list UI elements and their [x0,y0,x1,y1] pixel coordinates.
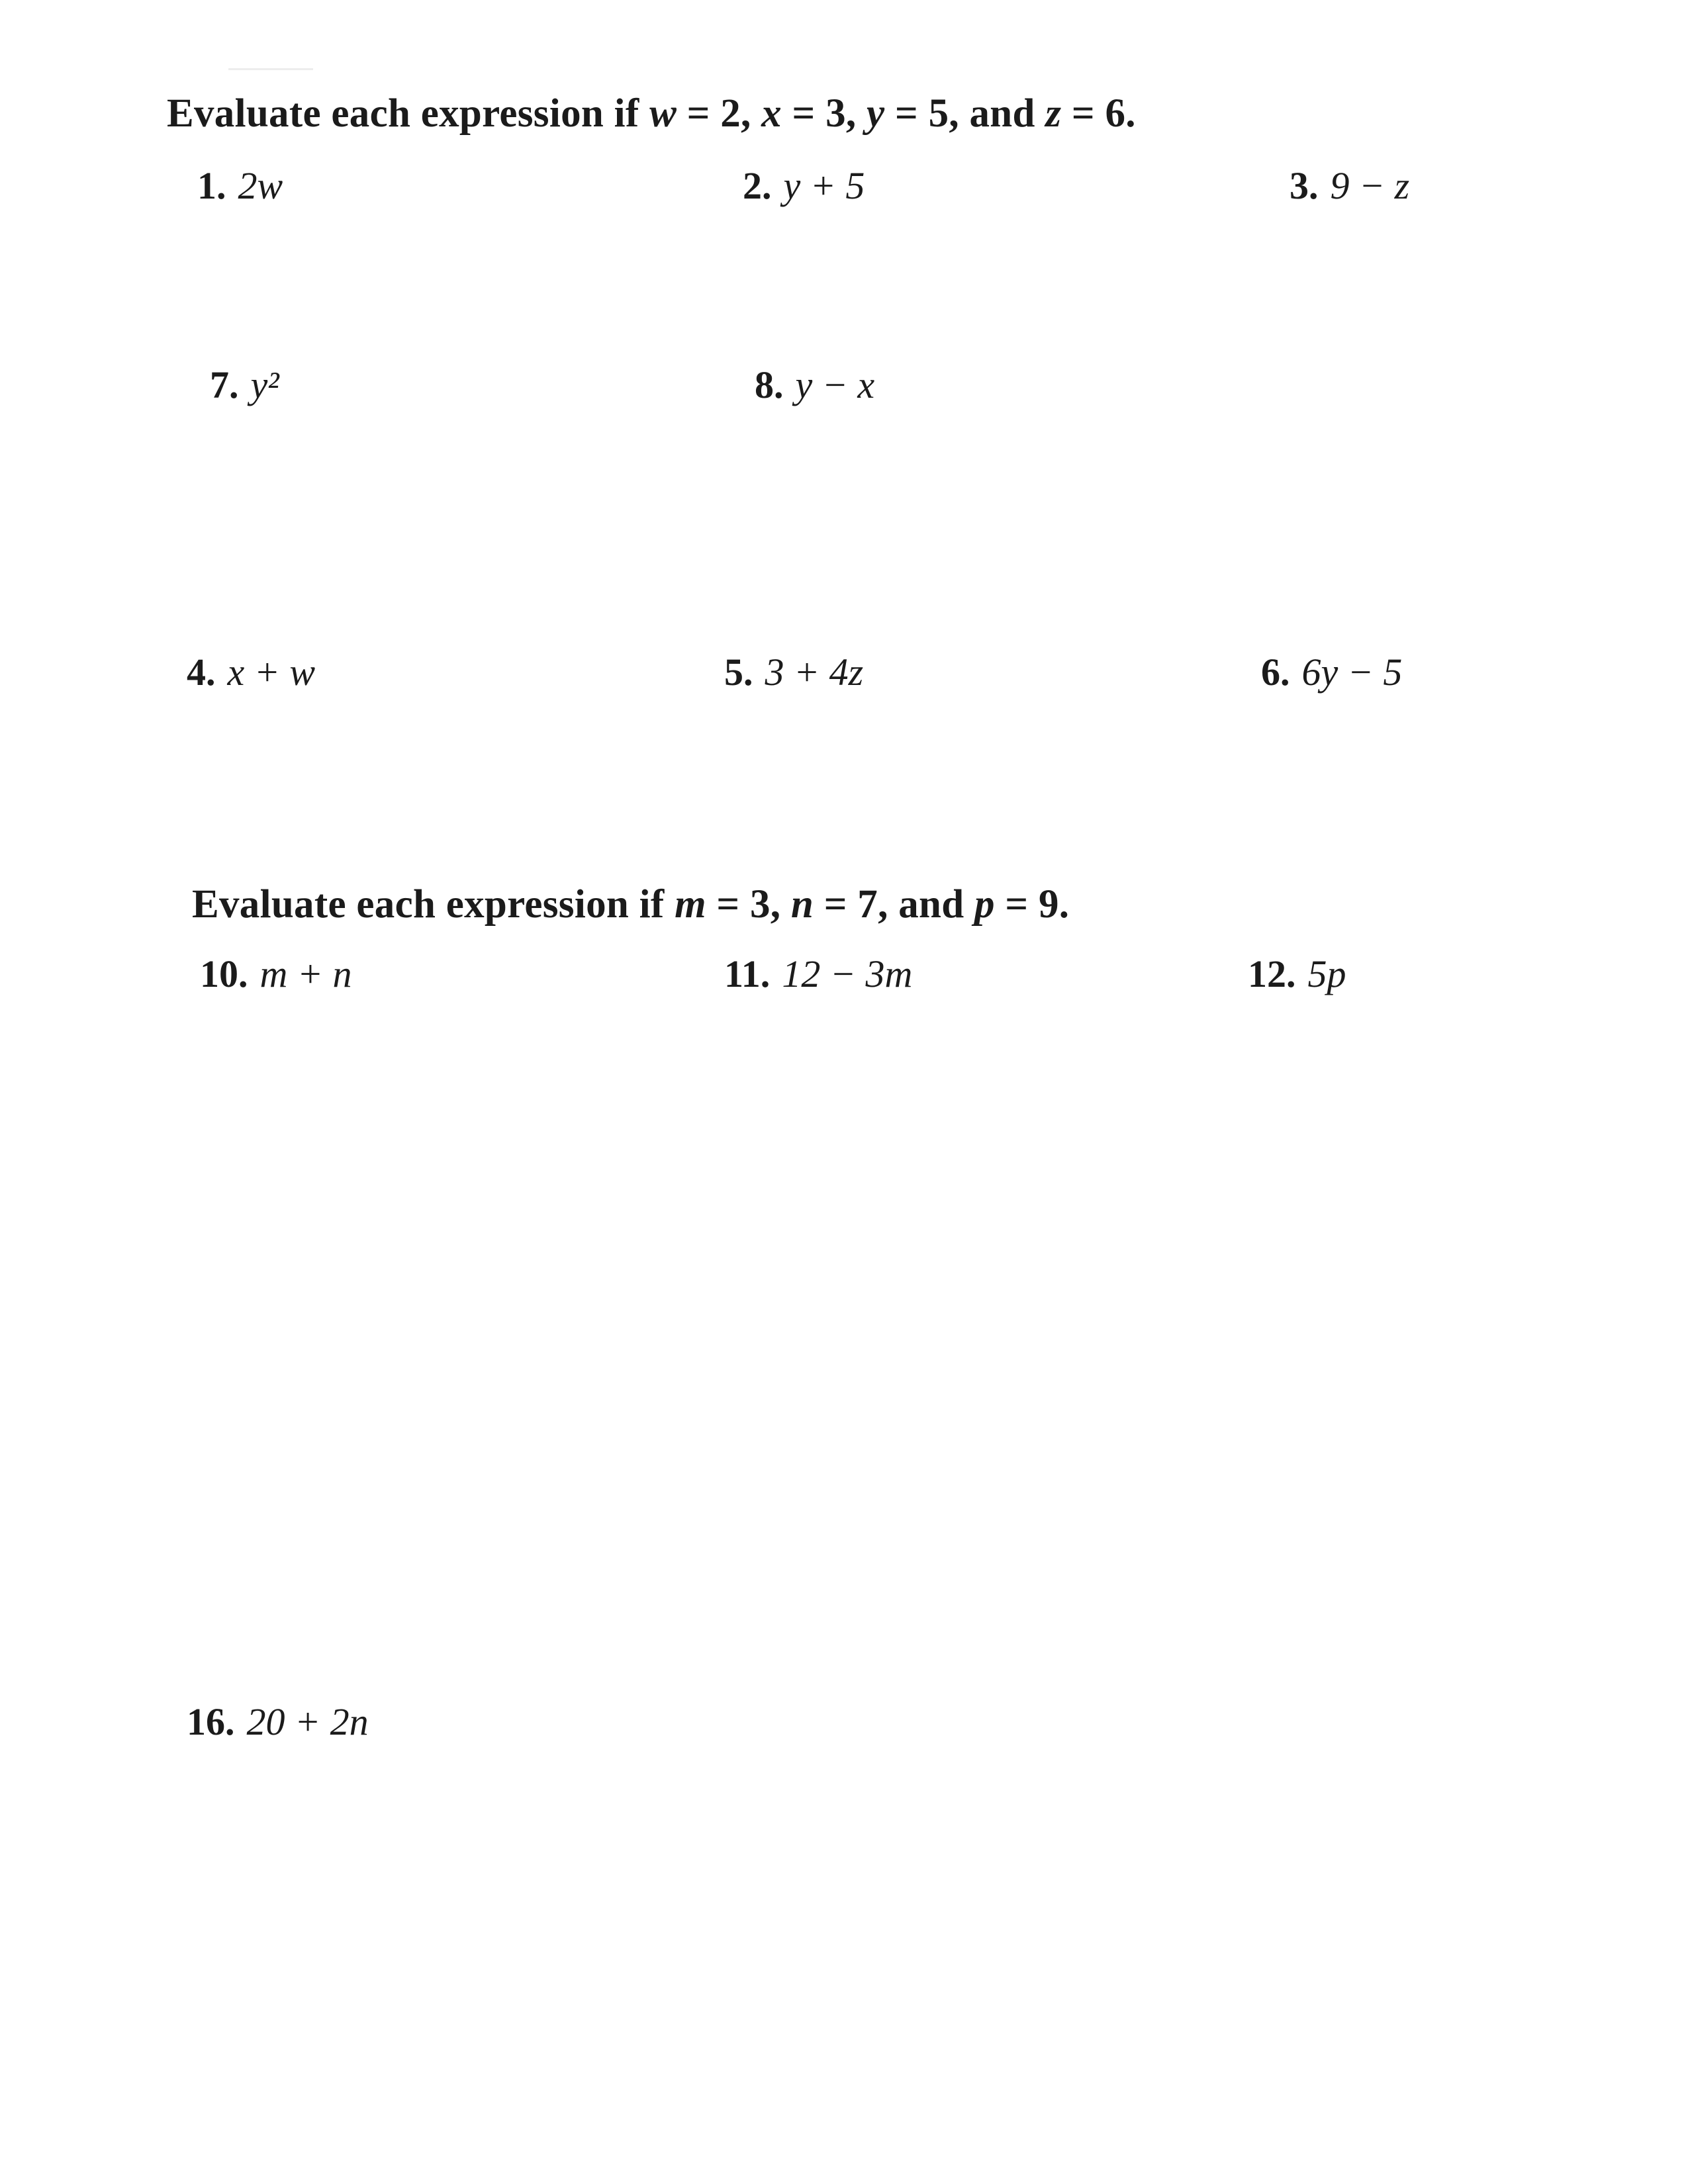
problem-expression: 2w [238,164,283,207]
section1-instruction [167,91,1136,137]
problem-expression: 3 + 4z [765,651,864,694]
problem-16 [187,1700,369,1744]
problem-number: 11. [724,952,771,995]
problem-number: 2. [743,164,772,207]
value-m: = 3, [706,882,791,927]
problem-expression: m + n [259,952,352,995]
problem-number: 16. [187,1700,235,1743]
variable-z: z [1045,91,1062,136]
value-w: = 2, [677,91,762,136]
problem-expression: 5p [1307,952,1346,995]
problem-expression: 9 − z [1330,164,1410,207]
problem-5 [724,650,863,694]
problem-expression: y − x [795,363,875,406]
instruction-lead: Evaluate each expression if [192,882,675,927]
value-p: = 9. [994,882,1070,927]
problem-number: 5. [724,651,753,694]
problem-number: 7. [210,363,239,406]
value-x: = 3, [781,91,867,136]
problem-expression: 6y − 5 [1301,651,1403,694]
variable-n: n [790,882,814,927]
problem-number: 10. [200,952,248,995]
problem-expression: 12 − 3m [782,952,913,995]
instruction-lead: Evaluate each expression if [167,91,650,136]
problem-1 [197,163,283,208]
problem-3 [1289,163,1409,208]
variable-x: x [761,91,782,136]
problem-expression: y + 5 [783,164,865,207]
section2-instruction [192,882,1069,928]
variable-y: y [867,91,885,136]
problem-6 [1261,650,1402,694]
problem-number: 6. [1261,651,1290,694]
problem-number: 3. [1289,164,1319,207]
problem-number: 4. [187,651,216,694]
value-y: = 5, and [884,91,1046,136]
value-z: = 6. [1061,91,1136,136]
problem-expression: y² [250,363,279,406]
problem-number: 1. [197,164,226,207]
faint-top-rule [228,68,313,70]
problem-8 [755,363,874,407]
problem-expression: 20 + 2n [246,1700,369,1743]
problem-10 [200,952,352,996]
problem-number: 8. [755,363,784,406]
problem-7 [210,363,279,407]
value-n: = 7, and [814,882,975,927]
problem-expression: x + w [227,651,316,694]
problem-2 [743,163,865,208]
variable-p: p [974,882,995,927]
problem-11 [724,952,912,996]
problem-12 [1248,952,1346,996]
problem-4 [187,650,315,694]
problem-number: 12. [1248,952,1296,995]
variable-w: w [649,91,677,136]
variable-m: m [675,882,706,927]
